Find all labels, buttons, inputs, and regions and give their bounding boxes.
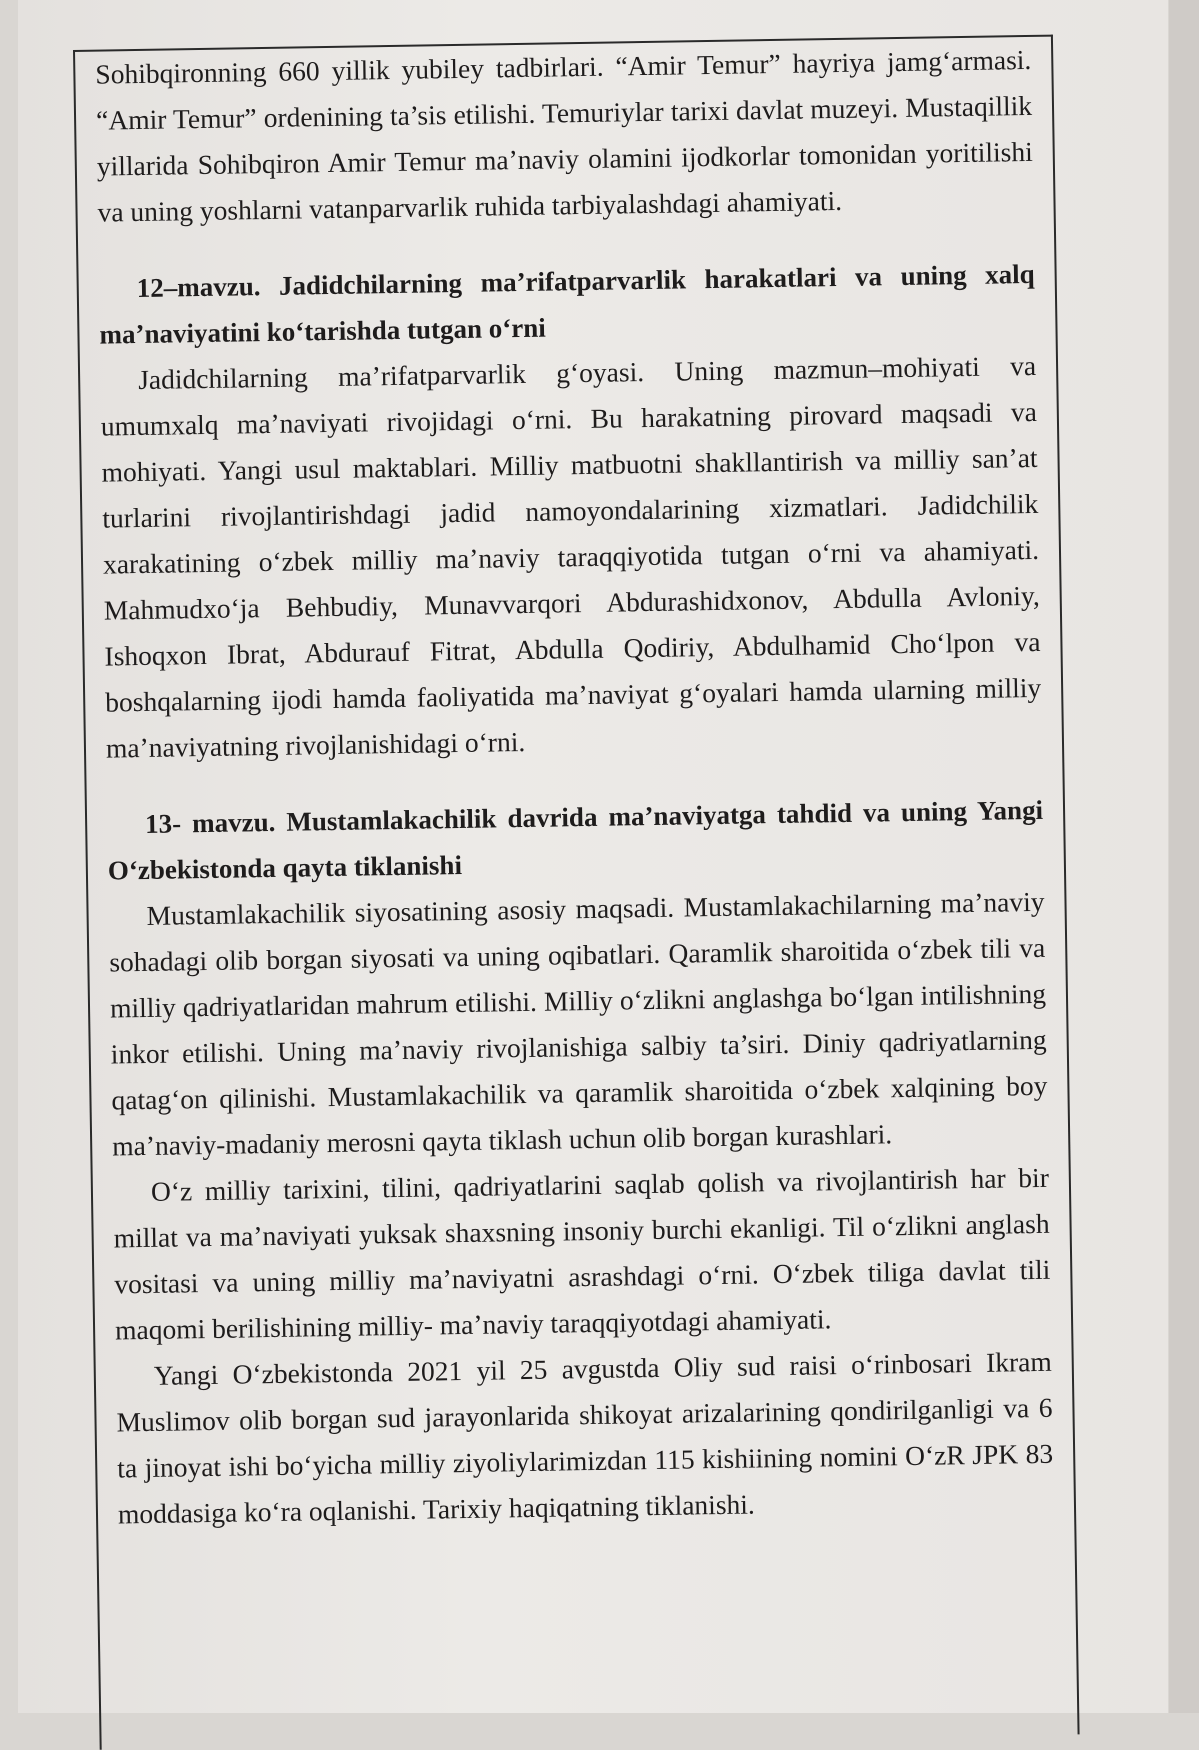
text-frame [73,35,1080,1750]
book-page [18,0,1168,1713]
topic-13-heading: 13- mavzu. Mustamlakachilik davrida ma’naviyatga tahdid va uning Yangi O‘zbekistonda qayta tiklanishi [107,794,1044,886]
next-page-edge [1169,0,1199,1713]
topic-12-heading: 12–mavzu. Jadidchilarning ma’rifatparvarlik harakatlari va uning xalq ma’naviyatini ko‘tarishda tutgan o‘rni [99,258,1035,350]
topic-13-paragraph-2: O‘z milliy tarixini, tilini, qadriyatlarini saqlab qolish va rivojlantirish har bir millat va ma’naviyati yuksak shaxsning insoniy burchi ekanligi. Til o‘zlikni anglash vositasi va uning milliy ma’naviyatni asrashdagi o‘rni. O‘zbek tiliga davlat tili maqomi berilishining milliy- ma’naviy taraqqiyotdagi ahamiyati. [113,1161,1051,1346]
intro-paragraph: Sohibqironning 660 yillik yubiley tadbirlari. “Amir Temur” hayriya jamg‘armasi. “Amir Temur” ordenining ta’sis etilishi. Temuriylar tarixi davlat muzeyi. Mustaqillik yillarida Sohibqiron Amir Temur ma’naviy olamini ijodkorlar tomonidan yoritilishi va uning yoshlarni vatanparvarlik ruhida tarbiyalashdagi ahamiyati. [95,43,1033,228]
topic-13-paragraph-3: Yangi O‘zbekistonda 2021 yil 25 avgustda Oliy sud raisi o‘rinbosari Ikram Muslimov olib borgan sud jarayonlarida shikoyat arizalarining qondirilganligi va 6 ta jinoyat ishi bo‘yicha milliy ziyoliylarimizdan 115 kishiining nomini O‘zR JPK 83 moddasiga ko‘ra oqlanishi. Tarixiy haqiqatning tiklanishi. [116,1345,1054,1530]
topic-12-body: Jadidchilarning ma’rifatparvarlik g‘oyasi. Uning mazmun–mohiyati va umumxalq ma’naviyati rivojidagi o‘rni. Bu harakatning pirovard maqsadi va mohiyati. Yangi usul maktablari. Milliy matbuotni shakllantirish va milliy san’at turlarini rivojlantirishdagi jadid namoyondalarining xizmatlari. Jadidchilik xarakatining o‘zbek milliy ma’naviy taraqqiyotida tutgan o‘rni va ahamiyati. Mahmudxo‘ja Behbudiy, Munavvarqori Abdurashidxonov, Abdulla Avloniy, Ishoqxon Ibrat, Abdurauf Fitrat, Abdulla Qodiriy, Abdulhamid Cho‘lpon va boshqalarning ijodi hamda faoliyatida ma’naviyat g‘oyalari hamda ularning milliy ma’naviyatning rivojlanishidagi o‘rni. [100,349,1042,764]
topic-13-paragraph-1: Mustamlakachilik siyosatining asosiy maqsadi. Mustamlakachilarning ma’naviy sohadagi olib borgan siyosati va uning oqibatlari. Qaramlik sharoitida o‘zbek tili va milliy qadriyatlaridan mahrum etilishi. Milliy o‘zlikni anglashga bo‘lgan intilishning inkor etilishi. Uning ma’naviy rivojlanishiga salbiy ta’siri. Diniy qadriyatlarning qatag‘on qilinishi. Mustamlakachilik va qaramlik sharoitida o‘zbek xalqining boy ma’naviy-madaniy merosni qayta tiklash uchun olib borgan kurashlari. [109,885,1048,1162]
